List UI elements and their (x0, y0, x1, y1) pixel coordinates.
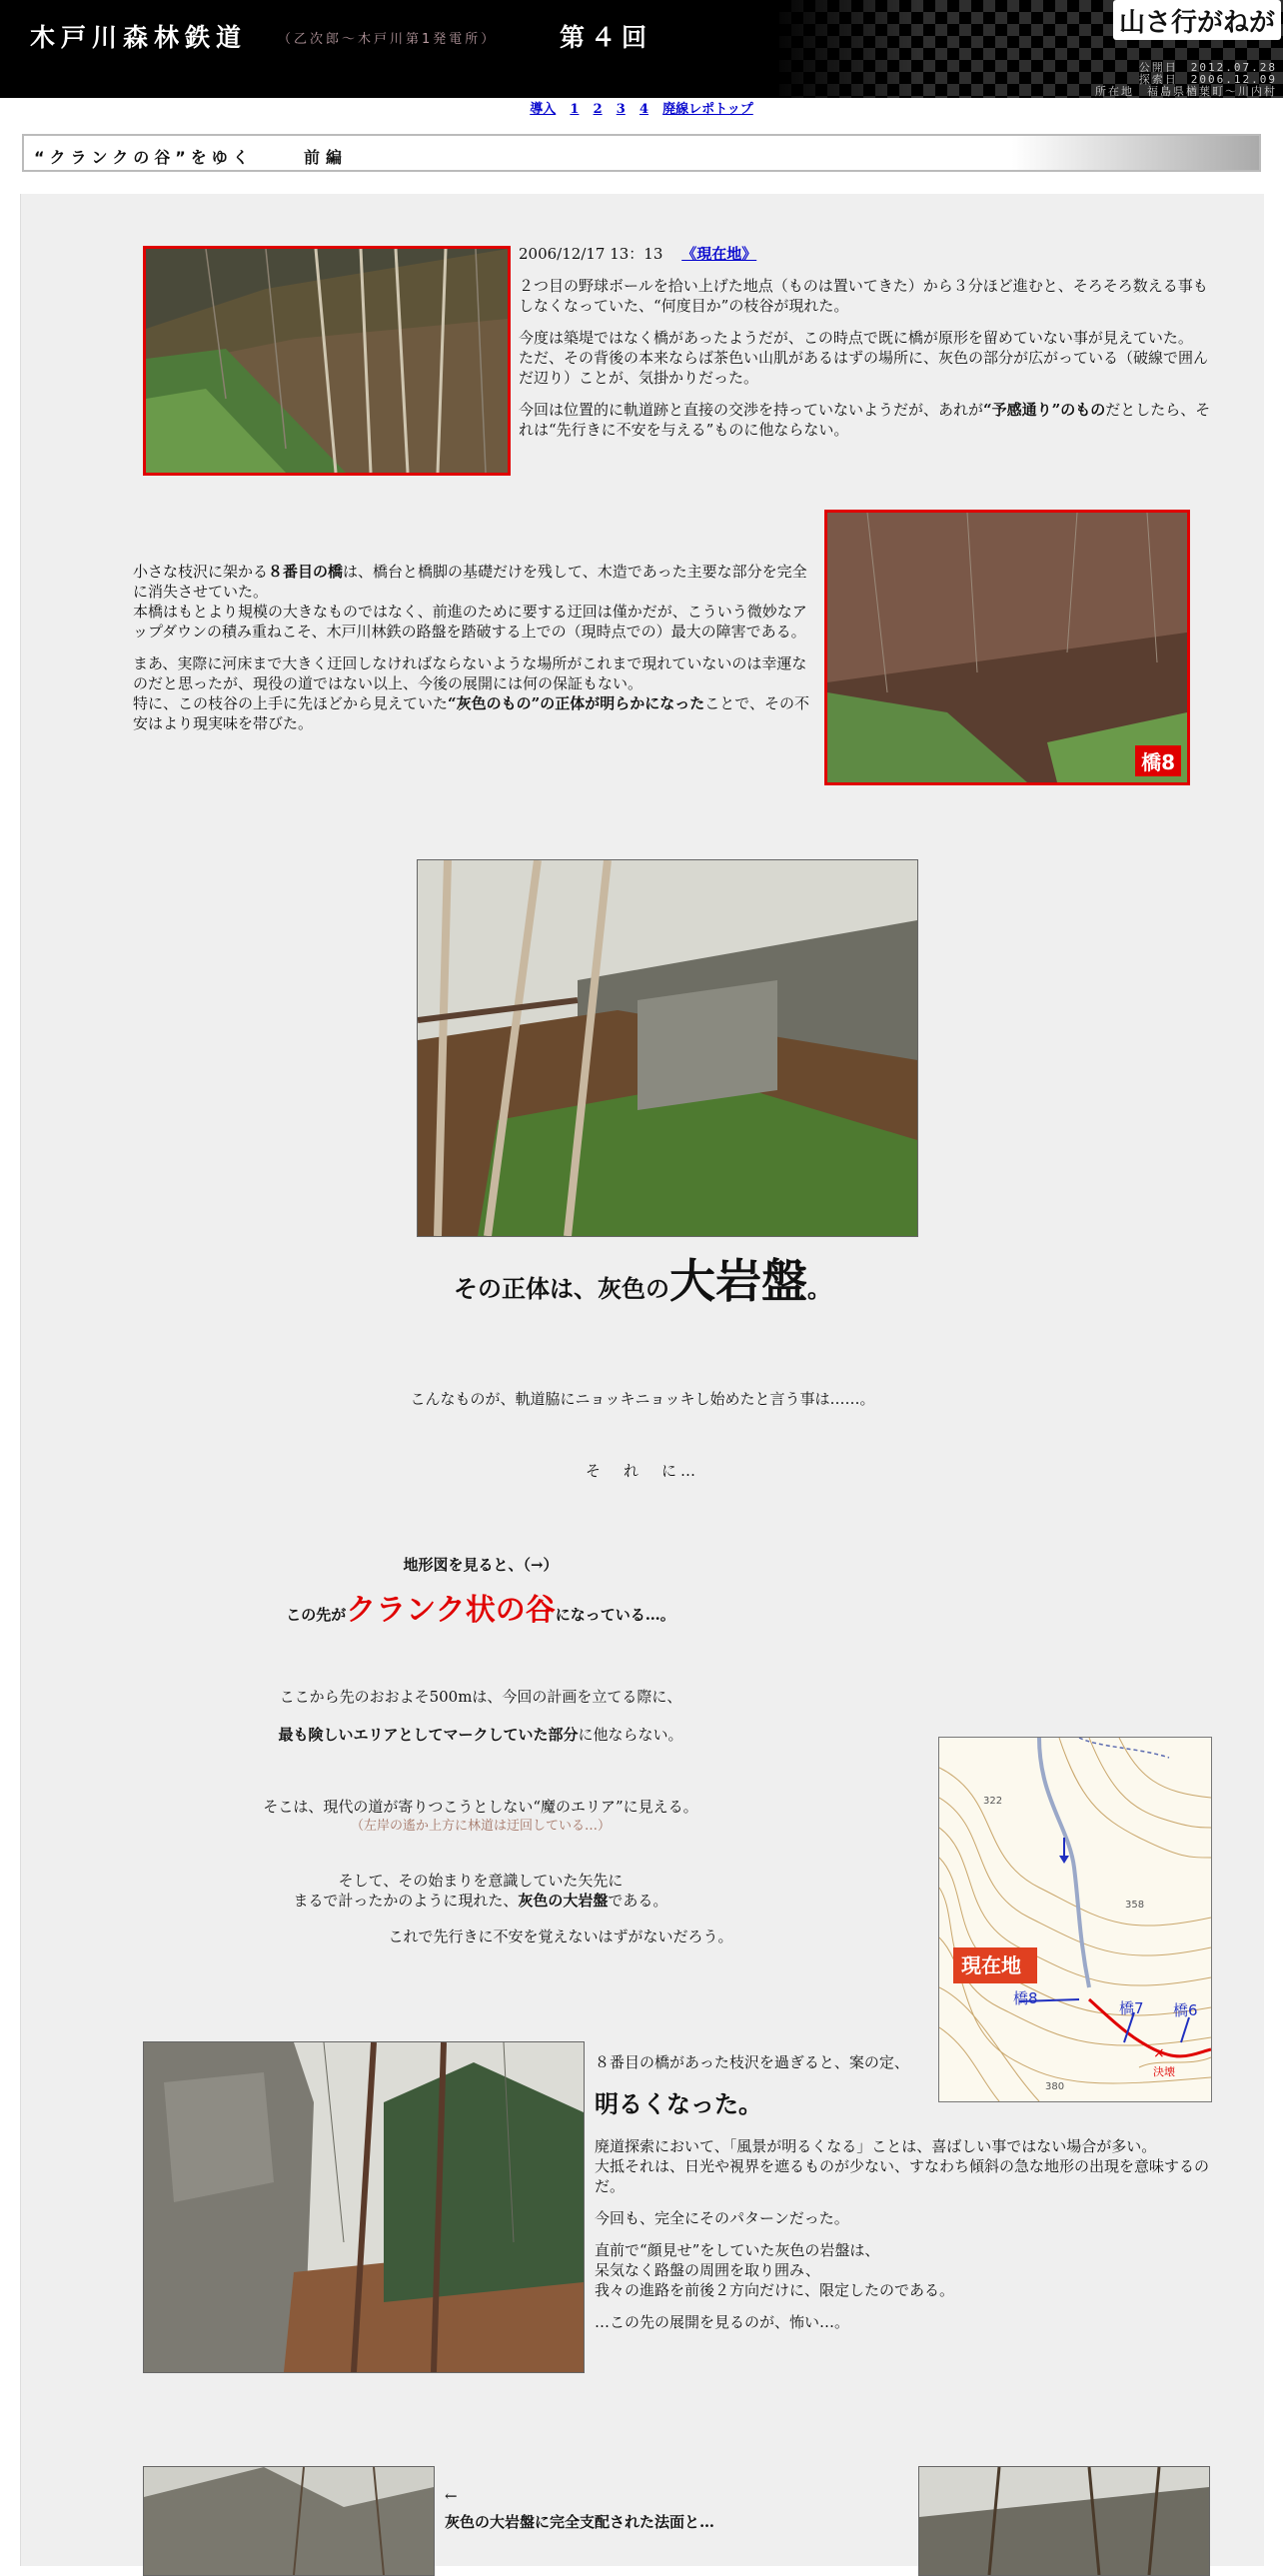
reveal-line-2: そ れ に… (585, 1462, 699, 1480)
page-title: 木戸川森林鉄道 (30, 23, 248, 52)
block1-paragraph-2b: ただ、その背後の本来ならば茶色い山肌があるはずの場所に、灰色の部分が広がっている（破線で囲んだ辺り）ことが、気掛かりだった。 (519, 349, 1209, 387)
block5-p2b: 大抵それは、日光や視界を遮るものが少ない、すなわち傾斜の急な地形の出現を意味するのだ。 (595, 2157, 1210, 2195)
left-arrow: ← (445, 2487, 458, 2505)
block1-paragraph-3c: だとしたら、それは“先行きに不安を与える”ものに他ならない。 (519, 401, 1211, 439)
report-body (20, 194, 1264, 2566)
block6-text (445, 2486, 914, 2532)
section-subtitle: 前編 (304, 148, 349, 167)
reveal-headline (21, 1254, 1264, 1313)
block4-line-8c: である。 (608, 1892, 668, 1910)
block1-paragraph-3a: 今回は位置的に軌道跡と直接の交渉を持っていないようだが、あれが (519, 401, 984, 419)
timestamp: 2006/12/17 13：13 (519, 245, 663, 263)
block4-line-4 (201, 1725, 760, 1745)
reveal-line-1: こんなものが、軌道脇にニョッキニョッキし始めたと言う事は……。 (410, 1390, 875, 1408)
crank-valley-emphasis: クランク状の谷 (346, 1593, 556, 1628)
slope-right-drawing (919, 2467, 1209, 2575)
map-intro: 地形図を見ると、（→） (403, 1556, 559, 1574)
nav-report-top-link[interactable]: 廃線レポトップ (662, 102, 753, 117)
reveal-headline-a: その正体は、灰色の (454, 1275, 669, 1303)
block1-paragraph-1: ２つ目の野球ボールを拾い上げた地点（ものは置いてきた）から３分ほど進むと、そろそろ数える事もしなくなっていた、“何度目か”の枝谷が現れた。 (519, 277, 1208, 315)
crank-line-a: この先が (286, 1606, 347, 1624)
forest-photo-drawing (146, 249, 508, 473)
slope-left-drawing (144, 2467, 434, 2575)
block1-emphasis: “予感通り”のもの (983, 401, 1106, 419)
block2-p2a: まあ、実際に河床まで大きく迂回しなければならないような場所がこれまで現れていないのは幸運なのだと思ったが、現役の道ではない以上、今後の展開には何の保証もない。 (133, 654, 807, 692)
crank-line-c: になっている…。 (555, 1606, 675, 1624)
block5-p2a: 廃道探索において、「風景が明るくなる」ことは、喜ばしい事ではない場合が多い。 (595, 2137, 1157, 2155)
bedrock-photo-drawing (418, 860, 917, 1236)
block1-paragraph-2a: 今度は築堤ではなく橋があったようだが、この時点で既に橋が原形を留めていない事が見えていた。 (519, 329, 1193, 347)
meta-published: 公開日 2012.07.28 (1138, 61, 1277, 74)
section-heading-bar (22, 134, 1261, 172)
block4-line-8 (181, 1891, 780, 1911)
nav-intro-link[interactable]: 導入 (530, 102, 557, 117)
block5-p4a: 直前で“顔見せ”をしていた灰色の岩盤は、 (595, 2241, 880, 2259)
block5-p4c: 我々の進路を前後２方向だけに、限定したのである。 (595, 2281, 955, 2299)
block2-p1c: は、橋台と橋脚の基礎だけを残して、木造であった主要な部分を完全に消失させていた。 (133, 563, 807, 601)
photo-rock-walled-path[interactable] (143, 2041, 585, 2373)
photo-rock-slope-right[interactable] (918, 2466, 1210, 2576)
block4-line-8-emphasis: 灰色の大岩盤 (518, 1892, 609, 1910)
map-drawing (939, 1738, 1211, 2101)
section-title: “クランクの谷”をゆく (34, 148, 254, 167)
header-fade (759, 0, 919, 98)
photo-gray-bedrock[interactable] (417, 859, 918, 1237)
map-bridge8-label: 橋8 (1013, 1989, 1038, 2007)
map-elev-380: 380 (1045, 2081, 1065, 2092)
map-bridge7-label: 橋7 (1119, 1999, 1144, 2017)
block4-line-5: そこは、現代の道が寄りつこうとしない“魔のエリア”に見える。 (263, 1798, 698, 1816)
nav-part3-link[interactable]: 3 (616, 102, 626, 117)
block2-p1d: 本橋はもとより規模の大きなものではなく、前進のために要する迂回は僅かだが、こういう微妙なアップダウンの積み重ねこそ、木戸川林鉄の路盤を踏破する上での（現時点での）最大の障害である。 (133, 603, 807, 641)
block5-p3: 今回も、完全にそのパターンだった。 (595, 2209, 849, 2227)
block2-p2d: ことで、その不安はより現実味を帯びた。 (133, 694, 809, 732)
block5-headline: 明るくなった。 (595, 2090, 762, 2118)
block5-p4b: 呆気なく路盤の周囲を取り囲み、 (595, 2261, 820, 2279)
photo-bridge-8[interactable] (824, 510, 1190, 785)
block4-line-3: ここから先のおおよそ500mは、今回の計画を立てる際に、 (279, 1688, 682, 1706)
map-current-location-label: 現在地 (961, 1953, 1021, 1977)
map-elev-322: 322 (983, 1796, 1003, 1807)
block4-line-4b: に他ならない。 (578, 1726, 683, 1744)
block1-text (519, 244, 1212, 452)
block2-bridge-emphasis: ８番目の橋 (268, 563, 344, 581)
block5-p5: …この先の展開を見るのが、怖い…。 (595, 2313, 850, 2331)
site-logo[interactable]: 山さ行がねが (1113, 0, 1281, 40)
map-elev-358: 358 (1125, 1900, 1145, 1911)
block5-p1: ８番目の橋があった枝沢を過ぎると、案の定、 (595, 2053, 909, 2071)
topographic-map[interactable] (938, 1737, 1212, 2102)
meta-explored: 探索日 2006.12.09 (1138, 73, 1277, 86)
block2-text (133, 562, 816, 745)
page-subtitle: （乙次郎～木戸川第1発電所） (278, 32, 498, 47)
block2-p2b: 特に、この枝谷の上手に先ほどから見えていた (133, 694, 449, 712)
reveal-headline-big: 大岩盤 (669, 1254, 807, 1308)
meta-location: 所在地 福島県楢葉町～川内村 (1095, 85, 1277, 98)
report-meta (1095, 62, 1277, 98)
block4-note: （左岸の遙か上方に林道は迂回している…） (350, 1819, 611, 1834)
bridge-8-tag: 橋8 (1135, 745, 1181, 776)
photo-forest-valley[interactable] (143, 246, 511, 476)
reveal-headline-c: 。 (807, 1275, 831, 1303)
map-bridge6-label: 橋6 (1173, 2001, 1198, 2019)
crank-valley-line (201, 1591, 760, 1635)
block2-p1a: 小さな枝沢に架かる (133, 563, 269, 581)
block4-line-4-emphasis: 最も険しいエリアとしてマークしていた部分 (278, 1726, 579, 1744)
map-break-mark: × (1153, 2045, 1165, 2061)
block6-caption: 灰色の大岩盤に完全支配された法面と… (445, 2513, 715, 2531)
map-collapse-label: 決壊 (1153, 2065, 1175, 2078)
path-photo-drawing (144, 2042, 584, 2372)
block5-text (595, 2052, 1214, 2344)
chapter-nav (0, 98, 1283, 117)
current-location-link[interactable]: 《現在地》 (681, 245, 757, 263)
nav-part4-link[interactable]: 4 (639, 102, 648, 117)
block4-line-7: そして、その始まりを意識していた矢先に (338, 1872, 624, 1890)
nav-part2-link[interactable]: 2 (593, 102, 603, 117)
volume-label: 第４回 (560, 23, 653, 52)
nav-part1-link[interactable]: 1 (570, 102, 580, 117)
bridge-photo-drawing (827, 513, 1187, 782)
block4-line-9: これで先行きに不安を覚えないはずがないだろう。 (388, 1928, 733, 1945)
block2-gray-emphasis: “灰色のもの”の正体が明らかになった (448, 694, 705, 712)
block4-line-8a: まるで計ったかのように現れた、 (293, 1892, 519, 1910)
photo-rock-slope-left[interactable] (143, 2466, 435, 2576)
page-header (0, 0, 1283, 98)
